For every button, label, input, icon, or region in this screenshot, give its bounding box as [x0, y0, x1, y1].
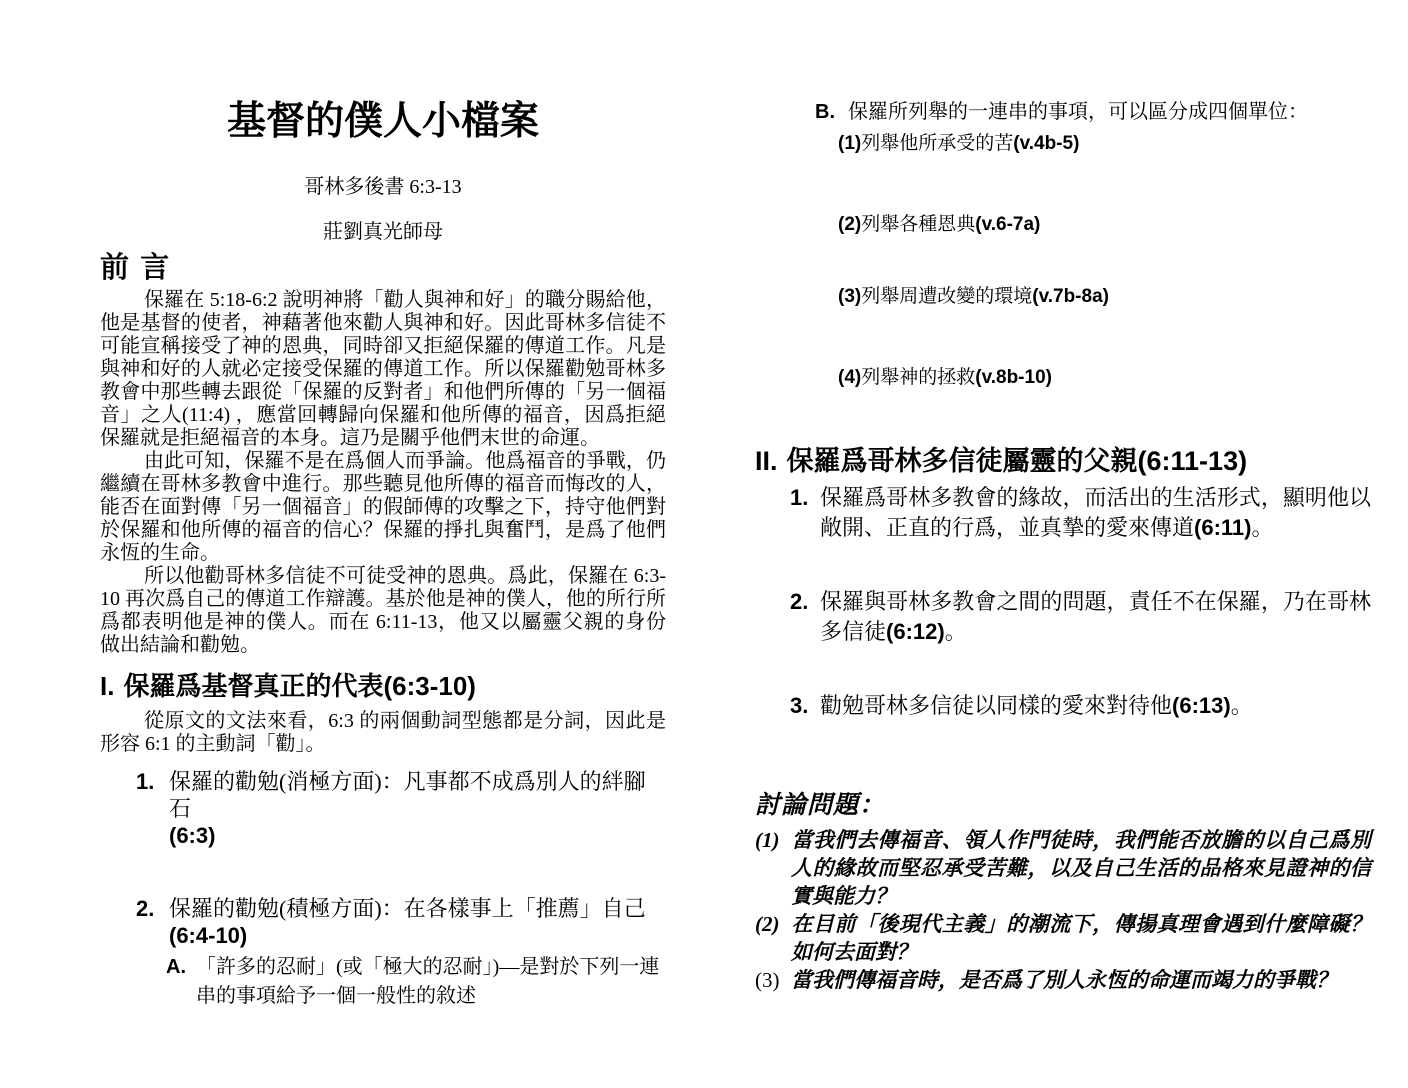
subitem-b-letter: B. — [815, 101, 835, 123]
section-2-item-1-number: 1. — [790, 485, 809, 511]
section-1-numeral: I. — [100, 671, 115, 702]
section-2-item-2-number: 2. — [790, 589, 809, 615]
section-2-numeral: II. — [755, 446, 778, 476]
unit-4-text: 列舉神的拯救 — [861, 367, 976, 388]
preface-paragraph-2: 由此可知，保羅不是在爲個人而爭論。他爲福音的爭戰，仍繼續在哥林多教會中進行。那些聽見他所傳的福音而悔改的人，能否在面對傳「另一個福音」的假師傅的攻擊之下，持守他們對於保羅和他所傳的福音的信心？保羅的掙扎與奮鬥，是爲了他們永恆的生命。 — [100, 450, 666, 565]
discussion-question-3 — [755, 966, 1371, 994]
question-1-text: 當我們去傳福音、領人作門徒時，我們能否放膽的以自己爲別人的緣故而堅忍承受苦難，以及自己生活的品格來見證神的信實與能力？ — [791, 828, 1371, 909]
discussion-question-2 — [755, 910, 1371, 966]
section-2-item-1-tail: 。 — [1251, 515, 1274, 541]
subitem-a-letter: A. — [166, 956, 186, 979]
outline-subitem-b — [815, 100, 1371, 125]
item-2-ref: (6:4-10) — [169, 923, 248, 949]
section-2-item-3-ref: (6:13) — [1172, 693, 1231, 719]
unit-3-text: 列舉周遭改變的環境 — [861, 286, 1033, 307]
left-column — [100, 0, 666, 1011]
unit-item-4 — [838, 365, 1371, 390]
unit-4-ref: (v.8b-10) — [975, 367, 1052, 388]
outline-subitem-a — [166, 953, 666, 1011]
section-2-item-3 — [790, 691, 1371, 721]
section-2-item-3-tail: 。 — [1230, 693, 1253, 719]
page-title: 基督的僕人小檔案 — [226, 100, 539, 143]
section-2-item-2 — [790, 587, 1371, 647]
section-1-heading — [100, 671, 666, 702]
section-1-title: 保羅爲基督真正的代表 — [123, 672, 384, 702]
question-2-label: (2) — [755, 912, 780, 937]
item-1-ref-line — [169, 822, 666, 849]
section-2-item-2-text: 保羅與哥林多教會之間的問題，責任不在保羅，乃在哥林多信徒 — [820, 589, 1371, 645]
item-1-number: 1. — [136, 769, 155, 795]
section-2-item-2-ref: (6:12) — [886, 619, 945, 645]
right-column — [755, 0, 1371, 994]
unit-1-ref: (v.4b-5) — [1013, 133, 1080, 154]
section-2-ref: (6:11-13) — [1137, 446, 1248, 476]
section-2-item-1-text: 保羅爲哥林多教會的緣故，而活出的生活形式，顯明他以敞開、正直的行爲，並真摯的愛來傳道 — [820, 485, 1371, 541]
question-1-label: (1) — [755, 828, 780, 853]
subitem-b-text: 保羅所列舉的一連串的事項，可以區分成四個單位： — [848, 101, 1308, 123]
section-2-item-3-number: 3. — [790, 693, 809, 719]
item-2-number: 2. — [136, 896, 155, 922]
unit-1-text: 列舉他所承受的苦 — [861, 133, 1014, 154]
section-1-intro: 從原文的文法來看，6:3 的兩個動詞型態都是分詞，因此是形容 6:1 的主動詞「勸」。 — [100, 710, 666, 756]
section-2-item-1-ref: (6:11) — [1194, 515, 1252, 541]
outline-item-1 — [136, 768, 666, 849]
section-2-heading — [755, 445, 1371, 477]
section-2-title: 保羅爲哥林多信徒屬靈的父親 — [786, 446, 1138, 476]
section-2-item-2-tail: 。 — [944, 619, 967, 645]
author-name: 莊劉真光師母 — [323, 220, 443, 243]
unit-4-label: (4) — [838, 367, 862, 388]
section-1-ref: (6:3-10) — [383, 671, 476, 702]
item-1-ref: (6:3) — [169, 823, 216, 849]
subitem-a-text: 「許多的忍耐」(或「極大的忍耐」)—是對於下列一連串的事項給予一個一般性的敘述 — [196, 956, 660, 1008]
unit-item-1 — [838, 131, 1371, 156]
unit-item-3 — [838, 284, 1371, 309]
item-1-text: 保羅的勸勉(消極方面)：凡事都不成爲別人的絆腳石 — [169, 769, 646, 822]
item-2-ref-line — [169, 922, 666, 949]
unit-2-ref: (v.6-7a) — [975, 214, 1041, 235]
item-2-text: 保羅的勸勉(積極方面)：在各樣事上「推薦」自己 — [169, 896, 646, 922]
discussion-question-1 — [755, 826, 1371, 910]
unit-item-2 — [838, 212, 1371, 237]
outline-item-2 — [136, 895, 666, 949]
preface-paragraph-1: 保羅在 5:18-6:2 說明神將「勸人與神和好」的職分賜給他，他是基督的使者，神藉著他來勸人與神和好。因此哥林多信徒不可能宣稱接受了神的恩典，同時卻又拒絕保羅的傳道工作。凡是與神和好的人就必定接受保羅的傳道工作。所以保羅勸勉哥林多教會中那些轉去跟從「保羅的反對者」和他們所傳的「另一個福音」之人(11:4) ，應當回轉歸向保羅和他所傳的福音，因爲拒絕保羅就是拒絕福音的本身。這乃是關乎他們末世的命運。 — [100, 289, 666, 450]
preface-paragraph-3: 所以他勸哥林多信徒不可徒受神的恩典。爲此，保羅在 6:3-10 再次爲自己的傳道工作辯護。基於他是神的僕人，他的所行所爲都表明他是神的僕人。而在 6:11-13，他又以屬靈父親的身份做出結論和勸勉。 — [100, 565, 666, 657]
discussion-heading: 討論問題： — [755, 792, 886, 820]
unit-3-label: (3) — [838, 286, 862, 307]
question-3-label: (3) — [755, 968, 780, 993]
question-2-text: 在目前「後現代主義」的潮流下，傳揚真理會遇到什麼障礙？如何去面對？ — [791, 912, 1371, 965]
question-3-text: 當我們傳福音時，是否爲了別人永恆的命運而竭力的爭戰？ — [791, 968, 1337, 993]
unit-2-label: (2) — [838, 214, 862, 235]
unit-2-text: 列舉各種恩典 — [861, 214, 976, 235]
section-2-item-1 — [790, 483, 1371, 543]
scripture-reference: 哥林多後書 6:3-13 — [304, 175, 462, 198]
section-2-item-3-text: 勸勉哥林多信徒以同樣的愛來對待他 — [820, 693, 1173, 719]
preface-heading: 前 言 — [100, 251, 172, 284]
unit-1-label: (1) — [838, 133, 862, 154]
unit-3-ref: (v.7b-8a) — [1032, 286, 1109, 307]
